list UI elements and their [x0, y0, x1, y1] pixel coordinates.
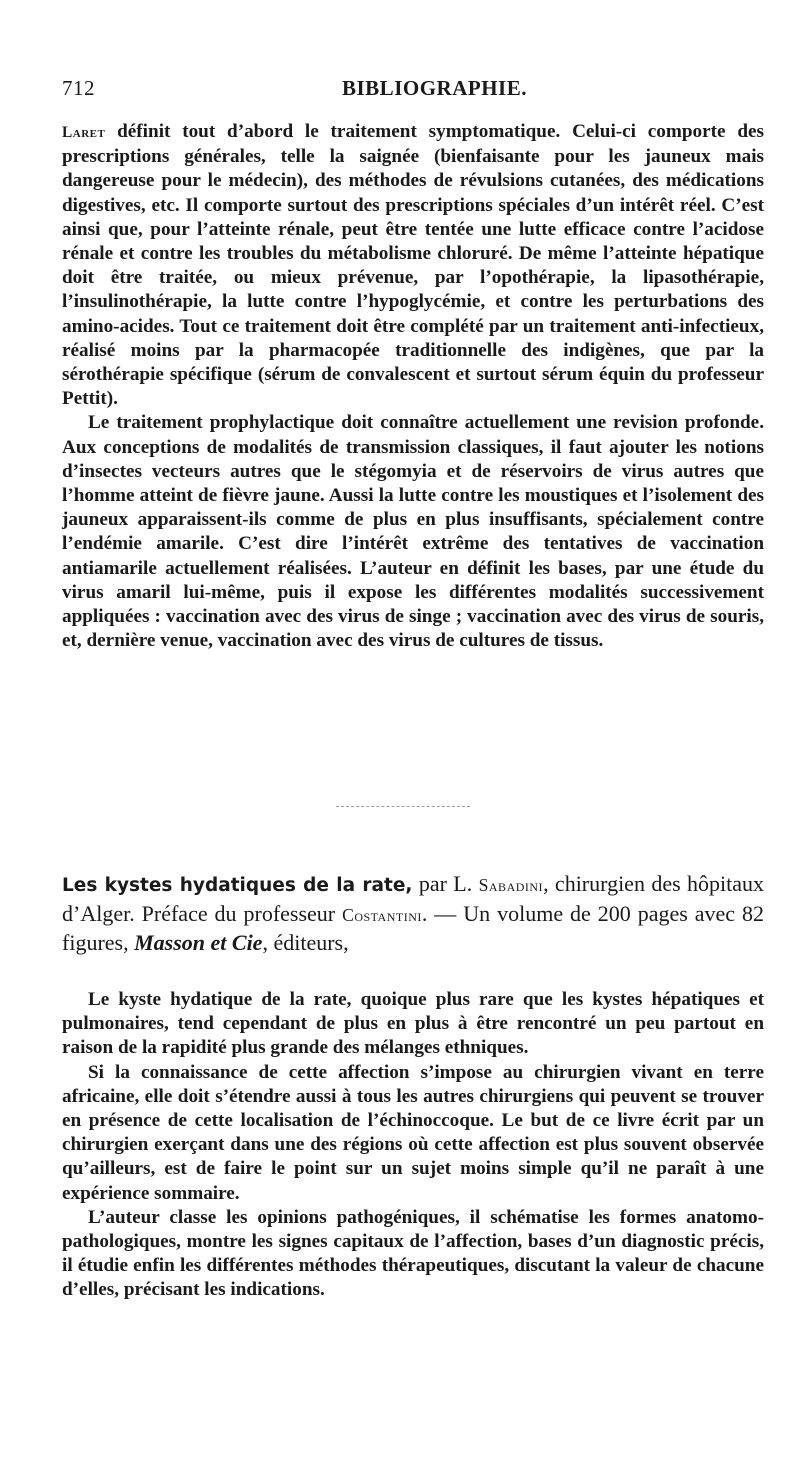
review-1-paragraph-1-text: définit tout d’abord le traitement symptomatique. Celui-ci comporte des prescriptions générales, telle la saignée (bienfaisante pour les jauneux mais dangereuse pour le médecin), des méthodes de révulsions cutanées, des médications digestives, etc. Il comporte surtout des prescriptions spéciales d’un intérêt réel. C’est ainsi que, pour l’atteinte rénale, peut être tentée une lutte efficace contre l’acidose rénale et contre les troubles du métabolisme chloruré. De même l’atteinte hépatique doit être traitée, ou mieux prévenue, par l’opothérapie, la lipasothérapie, l’insulinothérapie, la lutte contre l’hypoglycémie, et contre les perturbations des amino-acides. Tout ce traitement doit être complété par un traitement anti-infectieux, réalisé moins par la pharmacopée traditionnelle des indigènes, que par la sérothérapie spécifique (sérum de convalescent et surtout sérum équin du professeur Pettit).: [62, 121, 765, 410]
review-1-paragraph-1: [62, 120, 764, 411]
author-description: , chirurgien des hôpitaux d’Alger. Préface du professeur: [62, 871, 765, 926]
review-2-heading: [62, 870, 764, 957]
book-title: Les kystes hydatiques de la rate,: [62, 875, 413, 896]
publisher-tail: , éditeurs,: [262, 930, 349, 955]
preface-author: Costantini: [342, 904, 422, 925]
volume-info: . — Un volume de 200 pages avec 82 figures,: [62, 900, 765, 955]
author-lead: Laret: [62, 124, 106, 141]
review-2-paragraph-1: Le kyste hydatique de la rate, quoique plus rare que les kystes hépatiques et pulmonaires, tend cependant de plus en plus à être rencontré un peu partout en raison de la rapidité plus grande des mélanges ethniques.: [62, 989, 764, 1059]
review-1-body: [62, 120, 764, 653]
running-head: BIBLIOGRAPHIE.: [342, 76, 527, 100]
by-label: par L.: [418, 871, 473, 896]
book-author: Sabadini: [478, 875, 544, 895]
page-number: 712: [62, 76, 95, 100]
review-2-body: [62, 988, 764, 1303]
page-header: [62, 76, 782, 102]
review-1-paragraph-2: Le traitement prophylactique doit connaître actuellement une revision profonde. Aux conceptions de modalités de transmission classiques, il faut ajouter les notions d’insectes vecteurs autres que le stégomyia et de réservoirs de virus autres que l’homme atteint de fièvre jaune. Aussi la lutte contre les moustiques et l’isolement des jauneux apparaissent-ils comme de plus en plus insuffisants, spécialement contre l’endémie amarile. C’est dire l’intérêt extrême des tentatives de vaccination antiamarile actuellement réalisées. L’auteur en définit les bases, par une étude du virus amaril lui-même, puis il expose les différentes modalités successivement appliquées : vaccination avec des virus de singe ; vaccination avec des virus de souris, et, dernière venue, vaccination avec des virus de cultures de tissus.: [62, 412, 764, 652]
section-divider: [336, 806, 470, 807]
publisher: Masson et Cie: [134, 930, 263, 955]
review-2-paragraph-2: Si la connaissance de cette affection s’impose au chirurgien vivant en terre africaine, elle doit s’étendre aussi à tous les autres chirurgiens qui peuvent se trouver en présence de cette localisation de l’échinoccoque. Le but de ce livre écrit par un chirurgien exerçant dans une des régions où cette affection est plus souvent observée qu’ailleurs, est de faire le point sur un sujet moins simple qu’il ne paraît à une expérience sommaire.: [62, 1061, 764, 1204]
review-2-paragraph-3: L’auteur classe les opinions pathogéniques, il schématise les formes anatomo-pathologiques, montre les signes capitaux de l’affection, bases d’un diagnostic précis, il étudie enfin les différentes méthodes thérapeutiques, discutant la valeur de chacune d’elles, précisant les indications.: [62, 1206, 764, 1301]
